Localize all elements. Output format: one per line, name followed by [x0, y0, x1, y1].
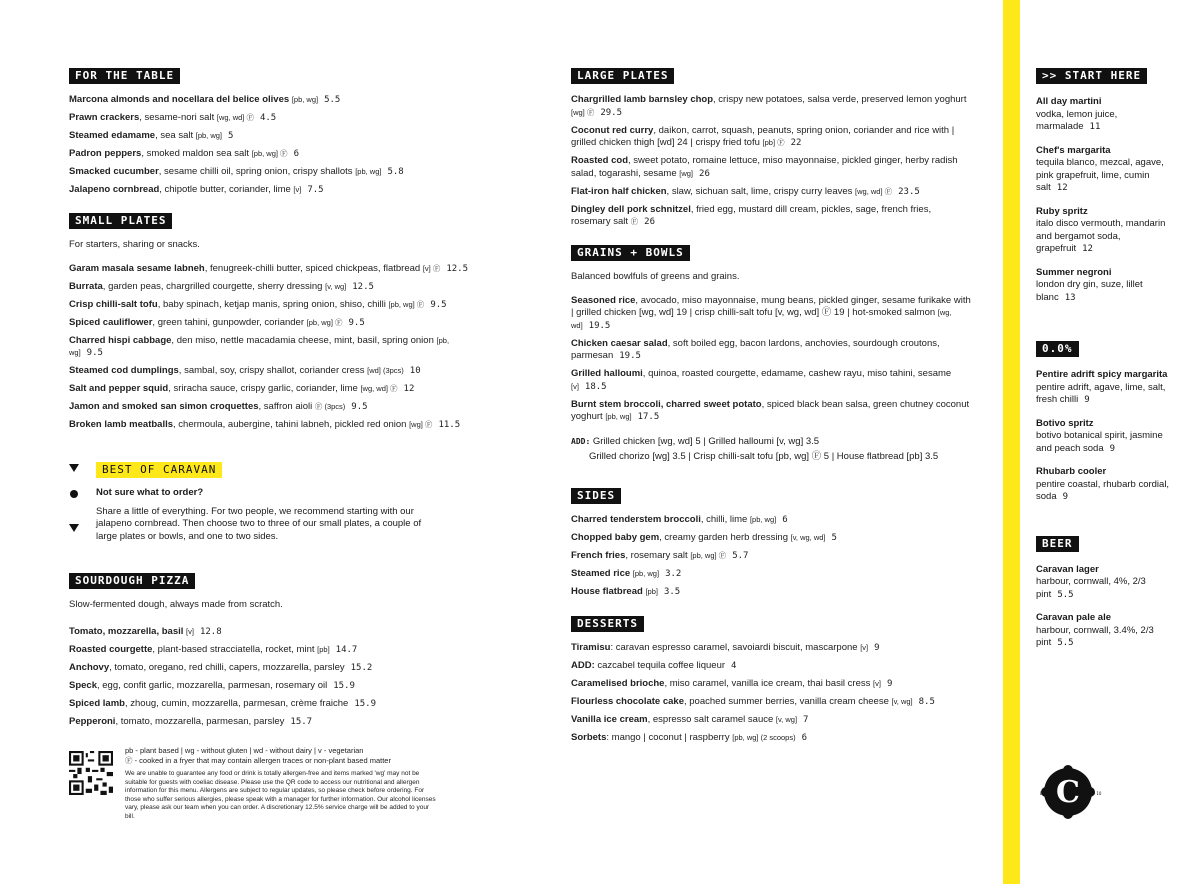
item-name: Spiced cauliflower [69, 316, 153, 328]
item-price: 5 [228, 131, 234, 141]
item-description: , quinoa, roasted courgette, edamame, cashew rayu, miso tahini, sesame [642, 368, 952, 379]
dietary-tags: [pb] [645, 586, 658, 596]
item-name: House flatbread [571, 585, 643, 597]
item-list [571, 642, 971, 745]
dietary-tags: [pb] Ⓕ [762, 138, 785, 147]
item-price: 15.2 [350, 663, 373, 673]
menu-item [571, 399, 971, 424]
legend-key-line: Ⓕ - cooked in a fryer that may contain allergen traces or non-plant based matter [125, 756, 391, 765]
dietary-tags: [pb, wg] [749, 514, 777, 524]
item-name: Garam masala sesame labneh [69, 262, 205, 274]
section-large-plates [571, 66, 971, 229]
item-description: , sriracha sauce, crispy garlic, coriander, lime [168, 383, 358, 394]
menu-item [69, 383, 479, 396]
yellow-side-bar [1003, 0, 1020, 884]
section-header: GRAINS + BOWLS [571, 245, 690, 261]
menu-item [571, 678, 971, 691]
item-price: 5.7 [732, 550, 749, 561]
menu-item [69, 299, 479, 312]
item-price: 6 [293, 149, 299, 159]
section-header: FOR THE TABLE [69, 68, 180, 84]
item-price: 26 [644, 217, 655, 227]
item-description: , espresso salt caramel sauce [647, 714, 774, 725]
best-of-caravan-header: BEST OF CARAVAN [96, 462, 222, 478]
dietary-tags: [pb] [317, 645, 330, 654]
item-description: , baby spinach, ketjap manis, spring onion, shiso, chilli [157, 298, 386, 310]
section-for-the-table [69, 66, 479, 197]
dietary-tags: [pb, wg] [605, 412, 632, 421]
menu-item [571, 204, 971, 229]
dietary-tags: [wg, wd] Ⓕ [216, 113, 254, 122]
menu-item [571, 660, 971, 673]
item-price: 4 [731, 661, 737, 671]
dietary-tags: [pb, wg] [632, 568, 660, 578]
logo-year: 20 10 [1090, 791, 1102, 796]
drink-list [1036, 564, 1176, 650]
item-price: 4.5 [259, 113, 277, 123]
dietary-tags: [pb, wg] (2 scoops) [732, 733, 796, 742]
item-name: Chicken caesar salad [571, 337, 668, 349]
caravan-logo [1038, 762, 1102, 822]
dietary-tags: Ⓕ [630, 217, 639, 226]
item-price: 12 [403, 384, 415, 394]
drink-price: 13 [1064, 292, 1076, 303]
item-price: 8.5 [918, 697, 935, 707]
item-name: Pepperoni [69, 716, 116, 727]
item-price: 5 [831, 532, 837, 543]
item-description: , spiced black bean salsa, green chutney coconut yoghurt [571, 398, 970, 422]
item-price: 3.2 [665, 568, 682, 579]
item-name: Flourless chocolate cake [571, 696, 684, 707]
dot-bullet-icon [70, 490, 78, 498]
logo-est: EST [1040, 791, 1048, 796]
section-zero [1036, 339, 1176, 504]
best-of-caravan-text: Share a little of everything. For two people, we recommend starting with our jalapeno cornbread. Then choose two to three of our small plates, a couple of large plates or bowls, and one to two sides. [96, 505, 422, 542]
section-header: >> START HERE [1036, 68, 1147, 84]
drink-price: 12 [1056, 183, 1068, 193]
item-name: Coconut red curry [571, 124, 654, 136]
item-price: 14.7 [335, 645, 358, 655]
item-price: 12.5 [352, 281, 374, 292]
item-name: Steamed rice [571, 567, 631, 579]
item-name: Spiced lamb [69, 698, 125, 709]
section-small-plates [69, 211, 479, 432]
item-price: 15.9 [354, 699, 376, 709]
item-description: , slaw, sichuan salt, lime, crispy curry leaves [666, 185, 853, 197]
dietary-tags: [pb, wg] Ⓕ [306, 317, 343, 327]
drink-item [1036, 96, 1176, 134]
item-name: Broken lamb meatballs [69, 419, 174, 430]
item-name: Tomato, mozzarella, basil [69, 626, 184, 637]
drink-price: 9 [1109, 443, 1116, 454]
legend-disclaimer: We are unable to guarantee any food or drink is totally allergen-free and items marked 'wg' may not be suitable for guests with coeliac disease. Please use the QR code to access our nutritional and allergen information for this menu. Allergens are subject to regular updates, so please check before ordering. For those who suffer serious allergies, please speak with a manager for further information. Our alcohol licenses vary, please ask our team when you can order. A discretionary 12.5% service charge will be added to your bill. [125, 770, 436, 820]
item-price: 23.5 [898, 186, 920, 197]
dietary-tags: [v] [293, 185, 302, 194]
item-description: , den miso, nettle macadamia cheese, mint, basil, spring onion [171, 334, 434, 346]
item-name: Charred hispi cabbage [69, 334, 172, 346]
item-name: Burrata [69, 280, 103, 292]
menu-item [69, 626, 479, 639]
item-name: Crisp chilli-salt tofu [69, 298, 158, 310]
item-name: Jalapeno cornbread [69, 184, 160, 195]
item-name: Steamed cod dumplings [69, 365, 179, 376]
item-price: 19.5 [619, 351, 641, 361]
item-list [69, 94, 479, 197]
menu-item [571, 732, 971, 745]
menu-item [69, 401, 479, 414]
item-price: 7 [803, 715, 809, 725]
dietary-tags: [pb, wg] [195, 131, 223, 140]
item-name: ADD: [571, 660, 595, 671]
logo-letter: C [1056, 775, 1080, 810]
drink-description: tequila blanco, mezcal, agave, pink grapefruit, lime, cumin salt [1036, 157, 1164, 193]
section-header: SOURDOUGH PIZZA [69, 573, 195, 589]
item-name: Seasoned rice [571, 294, 636, 306]
menu-item [571, 532, 971, 545]
drink-description: harbour, cornwall, 4%, 2/3 pint [1036, 576, 1146, 600]
item-price: 9 [886, 679, 893, 689]
item-description: , daikon, carrot, squash, peanuts, spring onion, coriander and rice with | grilled chicken thigh [wd] 24 | crispy fried tofu [571, 124, 955, 148]
menu-item [69, 112, 479, 125]
item-name: Grilled halloumi [571, 368, 643, 379]
dietary-tags: [v] Ⓕ [422, 263, 441, 273]
item-description: , sea salt [155, 130, 194, 141]
drink-item [1036, 564, 1176, 602]
drink-price: 11 [1089, 122, 1101, 132]
drink-name: Summer negroni [1036, 266, 1112, 278]
item-description: , crispy new potatoes, salsa verde, preserved lemon yoghurt [713, 94, 967, 105]
drink-description: italo disco vermouth, mandarin and bergamot soda, grapefruit [1036, 218, 1166, 254]
drink-item [1036, 418, 1176, 456]
triangle-bullet-icon [69, 464, 79, 472]
dietary-tags: [v, wg] [775, 715, 798, 724]
item-name: Padron peppers [69, 148, 142, 159]
item-price: 17.5 [637, 412, 660, 422]
dietary-tags: [wg, wd] Ⓕ [360, 384, 398, 393]
menu-item [69, 166, 479, 179]
menu-item [69, 130, 479, 143]
menu-item [69, 263, 479, 276]
drink-item [1036, 145, 1176, 195]
menu-item [69, 419, 479, 432]
item-price: 9.5 [351, 402, 368, 412]
item-description: : mango | coconut | raspberry [606, 732, 730, 743]
section-description: Slow-fermented dough, always made from scratch. [69, 599, 283, 610]
menu-item [69, 680, 479, 693]
item-description: , miso caramel, vanilla ice cream, thai basil cress [664, 678, 871, 689]
item-description: , sesame-nori salt [139, 112, 215, 123]
dietary-tags: Ⓕ (3pcs) [314, 402, 346, 411]
drink-price: 12 [1082, 244, 1093, 254]
triangle-bullet-icon [69, 524, 79, 532]
dietary-tags: [v] [860, 643, 869, 652]
item-price: 9.5 [348, 317, 365, 328]
item-name: Anchovy [69, 662, 110, 673]
drink-price: 9 [1062, 492, 1069, 502]
drink-name: Caravan lager [1036, 563, 1099, 575]
item-name: Speck [69, 680, 97, 691]
menu-item [571, 514, 971, 527]
item-list [69, 626, 479, 729]
item-name: Chargrilled lamb barnsley chop [571, 94, 714, 105]
item-name: Jamon and smoked san simon croquettes [69, 401, 259, 412]
dietary-tags: [pb, wg] [355, 167, 382, 176]
item-description: , garden peas, chargrilled courgette, sherry dressing [102, 280, 323, 292]
drink-price: 5.5 [1057, 589, 1074, 600]
left-column [69, 66, 479, 739]
dietary-tags: [v] [186, 627, 194, 636]
drink-item [1036, 466, 1176, 504]
drink-price: 5.5 [1057, 638, 1074, 648]
section-sides [571, 486, 971, 599]
drink-item [1036, 267, 1176, 305]
item-price: 5.8 [387, 167, 404, 177]
item-description: , rosemary salt [625, 549, 688, 561]
section-header: DESSERTS [571, 616, 644, 632]
item-name: Charred tenderstem broccoli [571, 513, 701, 525]
dietary-tags: [wg, wd] Ⓕ [855, 186, 893, 196]
item-name: Salt and pepper squid [69, 383, 169, 394]
item-description: , saffron aioli [258, 401, 313, 412]
item-name: Roasted courgette [69, 644, 153, 655]
dietary-tags: [v] [571, 381, 579, 391]
item-description: , fenugreek-chilli butter, spiced chickpeas, flatbread [204, 262, 421, 274]
menu-item [571, 550, 971, 563]
drink-description: pentire adrift, agave, lime, salt, fresh chilli [1036, 381, 1166, 405]
item-name: Dingley dell pork schnitzel [571, 203, 691, 215]
section-grains-bowls [571, 243, 971, 464]
item-price: 9.5 [86, 348, 103, 358]
dietary-tags: [v, wg, wd] [790, 532, 826, 542]
item-list [571, 94, 971, 229]
item-description: , sesame chilli oil, spring onion, crispy shallots [158, 166, 353, 177]
drink-description: london dry gin, suze, lillet blanc [1036, 279, 1143, 303]
add-on-line: Grilled chorizo [wg] 3.5 | Crisp chilli-salt tofu [pb, wg] Ⓕ 5 | House flatbread [pb] 3.5 [589, 450, 939, 462]
drink-description: harbour, cornwall, 3.4%, 2/3 pint [1036, 624, 1154, 648]
item-description: cazcabel tequila coffee liqueur [594, 660, 726, 671]
item-price: 18.5 [584, 381, 607, 392]
item-description: , egg, confit garlic, mozzarella, parmesan, rosemary oil [97, 680, 328, 691]
dietary-tags: [v, wg] [325, 281, 347, 291]
section-header: BEER [1036, 536, 1079, 552]
section-sourdough-pizza [69, 571, 479, 729]
item-list [69, 263, 479, 432]
allergen-legend [69, 746, 439, 822]
item-description: , fried egg, mustard dill cream, pickles, sage, french fries, rosemary salt [571, 203, 932, 227]
drink-description: vodka, lemon juice, marmalade [1036, 108, 1118, 132]
item-price: 12.5 [446, 263, 469, 274]
item-name: Prawn crackers [69, 112, 140, 123]
item-name: Marcona almonds and nocellara del belice olives [69, 94, 290, 105]
item-price: 6 [801, 733, 808, 743]
item-list [571, 514, 971, 599]
drink-name: All day martini [1036, 96, 1102, 107]
menu-item [571, 642, 971, 655]
item-list [571, 295, 971, 424]
drink-price: 9 [1084, 395, 1090, 405]
item-description: , green tahini, gunpowder, coriander [152, 316, 304, 328]
item-description: , tomato, oregano, red chilli, capers, mozzarella, parsley [109, 662, 345, 673]
drink-item [1036, 206, 1176, 256]
item-description: , sweet potato, romaine lettuce, miso mayonnaise, pickled ginger, herby radish salad, togarashi, sesame [571, 155, 958, 179]
item-name: Steamed edamame [69, 130, 156, 141]
menu-item [69, 716, 479, 729]
item-description: , avocado, miso mayonnaise, mung beans, pickled ginger, sesame furikake with | grilled chicken [wg, wd] 19 | crisp chilli-salt tofu [v, wg, wd] Ⓕ 19 | hot-smoked salmon [571, 294, 971, 318]
menu-item [69, 184, 479, 197]
item-description: : caravan espresso caramel, savoiardi biscuit, mascarpone [610, 642, 858, 653]
section-header: SMALL PLATES [69, 213, 172, 229]
menu-item [69, 317, 479, 330]
middle-column [571, 66, 971, 755]
drink-name: Rhubarb cooler [1036, 466, 1107, 477]
menu-item [69, 94, 479, 107]
drink-list [1036, 96, 1176, 304]
menu-item [69, 662, 479, 675]
section-start-here [1036, 66, 1176, 304]
add-on-line: Grilled chicken [wg, wd] 5 | Grilled halloumi [v, wg] 3.5 [592, 435, 820, 447]
dietary-tags: [pb, wg] [69, 335, 450, 357]
drink-item [1036, 612, 1176, 650]
drinks-column [1036, 66, 1176, 661]
bullet-markers [69, 460, 83, 532]
item-name: Tiramisu [571, 642, 611, 653]
item-price: 22 [790, 138, 802, 148]
menu-item [571, 155, 971, 180]
dietary-tags: [wg] [679, 168, 694, 178]
item-name: Smacked cucumber [69, 166, 159, 177]
item-price: 10 [409, 366, 421, 376]
item-description: , chipotle butter, coriander, lime [159, 184, 291, 195]
drink-name: Chef's margarita [1036, 144, 1111, 156]
item-name: Burnt stem broccoli, charred sweet potato [571, 398, 762, 410]
item-name: Chopped baby gem [571, 531, 660, 543]
dietary-tags: [wg] Ⓕ [571, 107, 595, 117]
menu-item [571, 714, 971, 727]
section-header: 0.0% [1036, 341, 1079, 357]
menu-item [571, 696, 971, 709]
drink-description: botivo botanical spirit, jasmine and peach soda [1036, 430, 1163, 454]
menu-item [69, 281, 479, 294]
item-price: 9.5 [430, 299, 447, 310]
menu-item [571, 586, 971, 599]
dietary-tags: [pb, wg] Ⓕ [690, 550, 727, 560]
item-price: 6 [782, 514, 788, 525]
item-price: 19.5 [588, 320, 611, 331]
dietary-tags: [wg] Ⓕ [409, 420, 433, 429]
item-name: French fries [571, 549, 626, 561]
item-description: , plant-based stracciatella, rocket, mint [152, 644, 315, 655]
drink-list [1036, 369, 1176, 504]
drink-description: pentire coastal, rhubarb cordial, soda [1036, 478, 1170, 502]
item-description: , smoked maldon sea salt [141, 148, 250, 159]
menu-item [69, 335, 479, 360]
menu-item [69, 698, 479, 711]
section-desserts [571, 614, 971, 745]
item-price: 15.7 [290, 717, 313, 727]
item-description: , creamy garden herb dressing [659, 531, 788, 543]
section-beer [1036, 534, 1176, 650]
drink-name: Pentire adrift spicy margarita [1036, 369, 1168, 380]
item-price: 3.5 [663, 586, 681, 597]
menu-item [571, 568, 971, 581]
item-description: , sambal, soy, crispy shallot, coriander cress [178, 365, 365, 376]
dietary-tags: [pb, wg] Ⓕ [251, 149, 288, 158]
item-name: Sorbets [571, 732, 607, 743]
item-description: , chilli, lime [700, 513, 748, 525]
item-description: , tomato, mozzarella, parmesan, parsley [115, 716, 285, 727]
drink-name: Caravan pale ale [1036, 612, 1111, 623]
best-of-caravan-question: Not sure what to order? [96, 486, 204, 498]
item-name: Roasted cod [571, 155, 629, 166]
section-description: For starters, sharing or snacks. [69, 238, 200, 250]
item-name: Flat-iron half chicken [571, 185, 667, 197]
item-price: 11.5 [438, 420, 461, 430]
menu-item [571, 186, 971, 199]
add-label: ADD: [571, 436, 591, 446]
item-price: 26 [699, 168, 710, 179]
item-price: 15.9 [333, 681, 355, 691]
drink-name: Botivo spritz [1036, 417, 1094, 429]
dietary-tags: [pb, wg] [291, 95, 319, 104]
menu-item [571, 368, 971, 393]
section-best-of-caravan [69, 460, 479, 544]
drink-name: Ruby spritz [1036, 205, 1088, 217]
menu-item [571, 295, 971, 333]
item-description: , poached summer berries, vanilla cream cheese [684, 696, 889, 707]
qr-code-icon[interactable] [69, 751, 113, 795]
item-name: Vanilla ice cream [571, 714, 648, 725]
section-header: LARGE PLATES [571, 68, 674, 84]
menu-item [571, 94, 971, 119]
menu-item [69, 644, 479, 657]
dietary-tags: [pb, wg] Ⓕ [388, 299, 425, 309]
menu-item [571, 125, 971, 150]
menu-item [571, 338, 971, 363]
dietary-tags: [wd] (3pcs) [367, 366, 404, 375]
menu-item [69, 148, 479, 161]
item-price: 5.5 [324, 95, 341, 105]
section-header: SIDES [571, 488, 621, 504]
menu-item [69, 365, 479, 378]
item-price: 29.5 [600, 107, 623, 118]
add-ons [571, 434, 971, 464]
item-price: 12.8 [199, 627, 222, 637]
item-description: , chermoula, aubergine, tahini labneh, pickled red onion [173, 419, 407, 430]
drink-item [1036, 369, 1176, 407]
dietary-tags: [wg, wd] [571, 308, 952, 330]
item-price: 7.5 [307, 185, 324, 195]
legend-text [125, 746, 439, 822]
item-name: Caramelised brioche [571, 678, 665, 689]
section-description: Balanced bowlfuls of greens and grains. [571, 270, 740, 282]
dietary-tags: [v] [873, 679, 881, 688]
item-price: 9 [874, 643, 880, 653]
legend-key-line: pb - plant based | wg - without gluten | wd - without dairy | v - vegetarian [125, 746, 364, 755]
dietary-tags: [v, wg] [891, 697, 913, 706]
item-description: , zhoug, cumin, mozzarella, parmesan, crème fraiche [124, 698, 349, 709]
item-description: , soft boiled egg, bacon lardons, anchovies, sourdough croutons, parmesan [571, 337, 940, 361]
